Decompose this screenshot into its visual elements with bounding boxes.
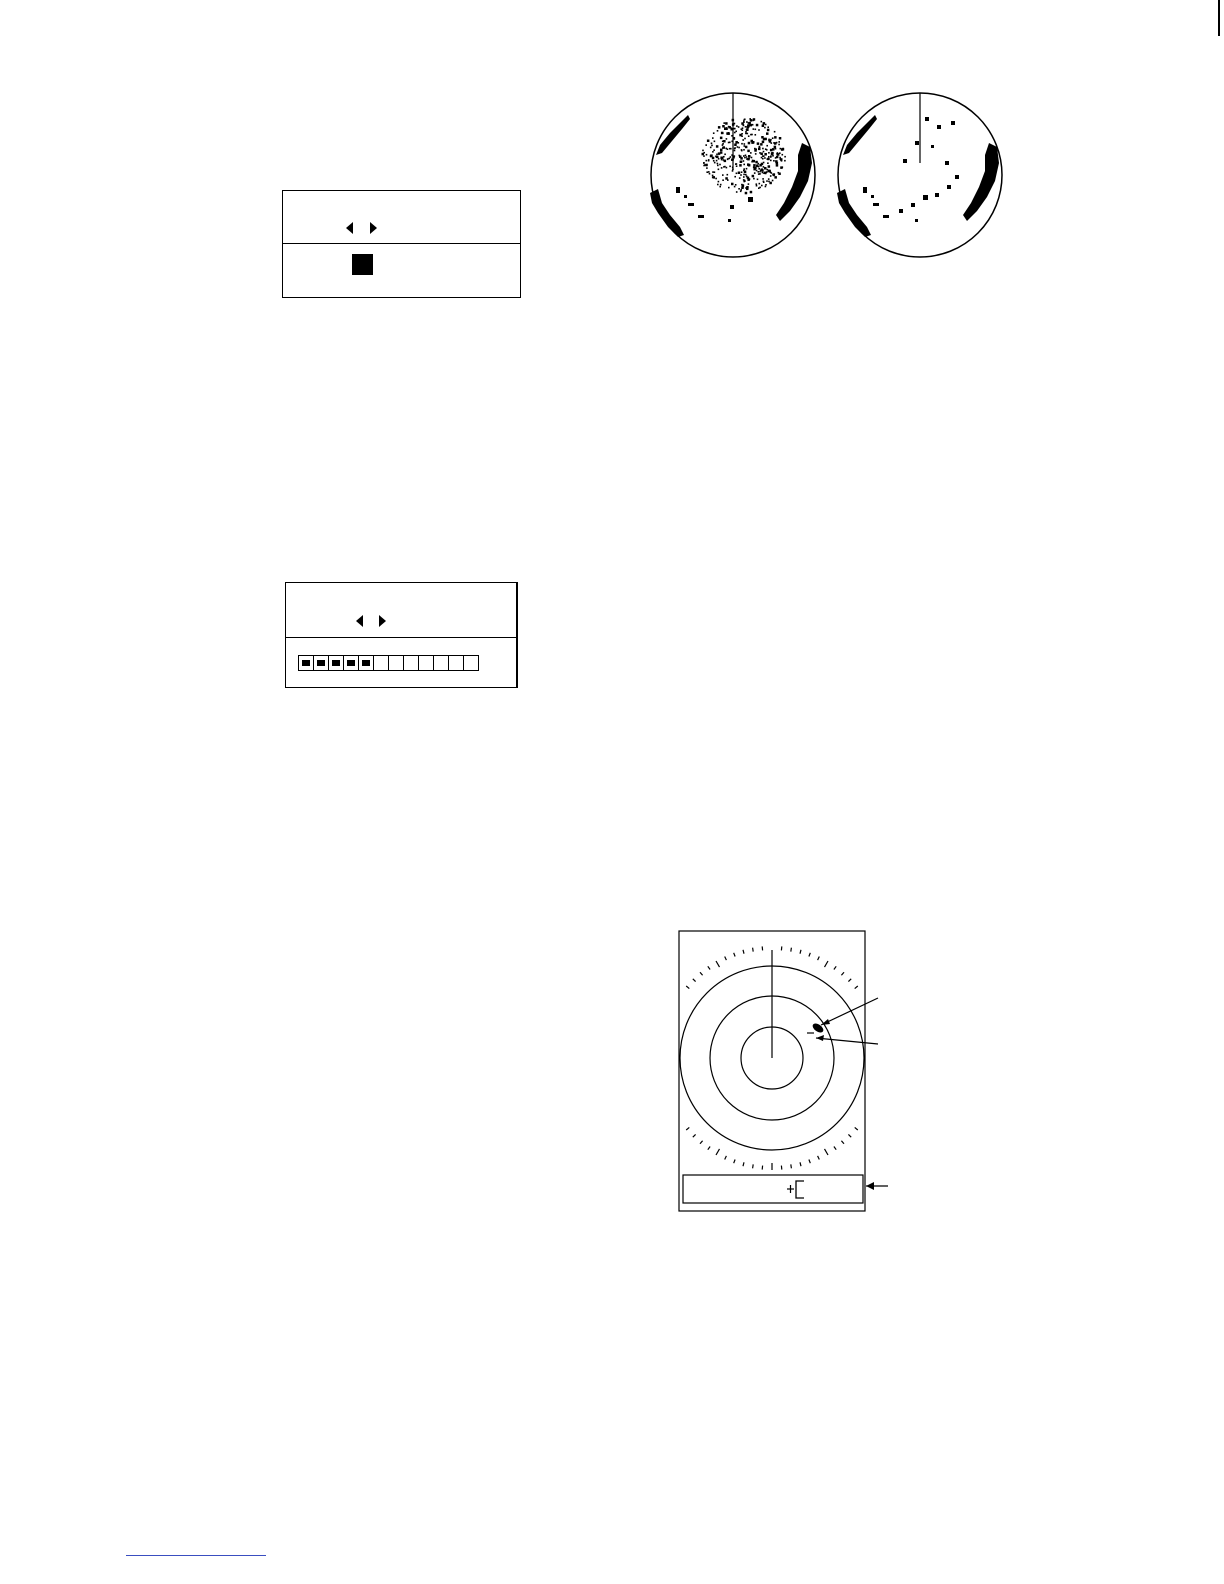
- readout-box: [683, 1175, 863, 1203]
- bargraph-cell: [403, 655, 419, 671]
- bargraph-cell: [343, 655, 359, 671]
- arrow-right-icon[interactable]: [370, 222, 377, 234]
- setting-dialog-square: [282, 190, 521, 298]
- arrow-left-icon[interactable]: [356, 615, 363, 627]
- bargraph-cell: [448, 655, 464, 671]
- bargraph-cell: [463, 655, 479, 671]
- radar-ppi-clean: [837, 93, 1002, 257]
- dialog-divider: [286, 637, 516, 638]
- level-bargraph: [298, 655, 478, 671]
- radar-ppi-clutter: [650, 93, 815, 257]
- arrow-left-icon[interactable]: [346, 222, 353, 234]
- selected-block: [352, 254, 373, 275]
- arrow-right-icon[interactable]: [379, 615, 386, 627]
- bargraph-cell: [298, 655, 314, 671]
- bargraph-cell: [313, 655, 329, 671]
- bargraph-cell: [358, 655, 374, 671]
- bargraph-cell: [388, 655, 404, 671]
- bargraph-cell: [373, 655, 389, 671]
- bargraph-cell: [418, 655, 434, 671]
- bargraph-cell: [328, 655, 344, 671]
- page-edge-marker: [1218, 0, 1220, 36]
- radar-clutter-comparison: [640, 85, 1010, 270]
- dialog-divider: [283, 243, 520, 244]
- radar-screen: [678, 930, 908, 1215]
- bargraph-cell: [433, 655, 449, 671]
- setting-dialog-bargraph: [285, 582, 518, 688]
- footer-rule: [126, 1555, 266, 1556]
